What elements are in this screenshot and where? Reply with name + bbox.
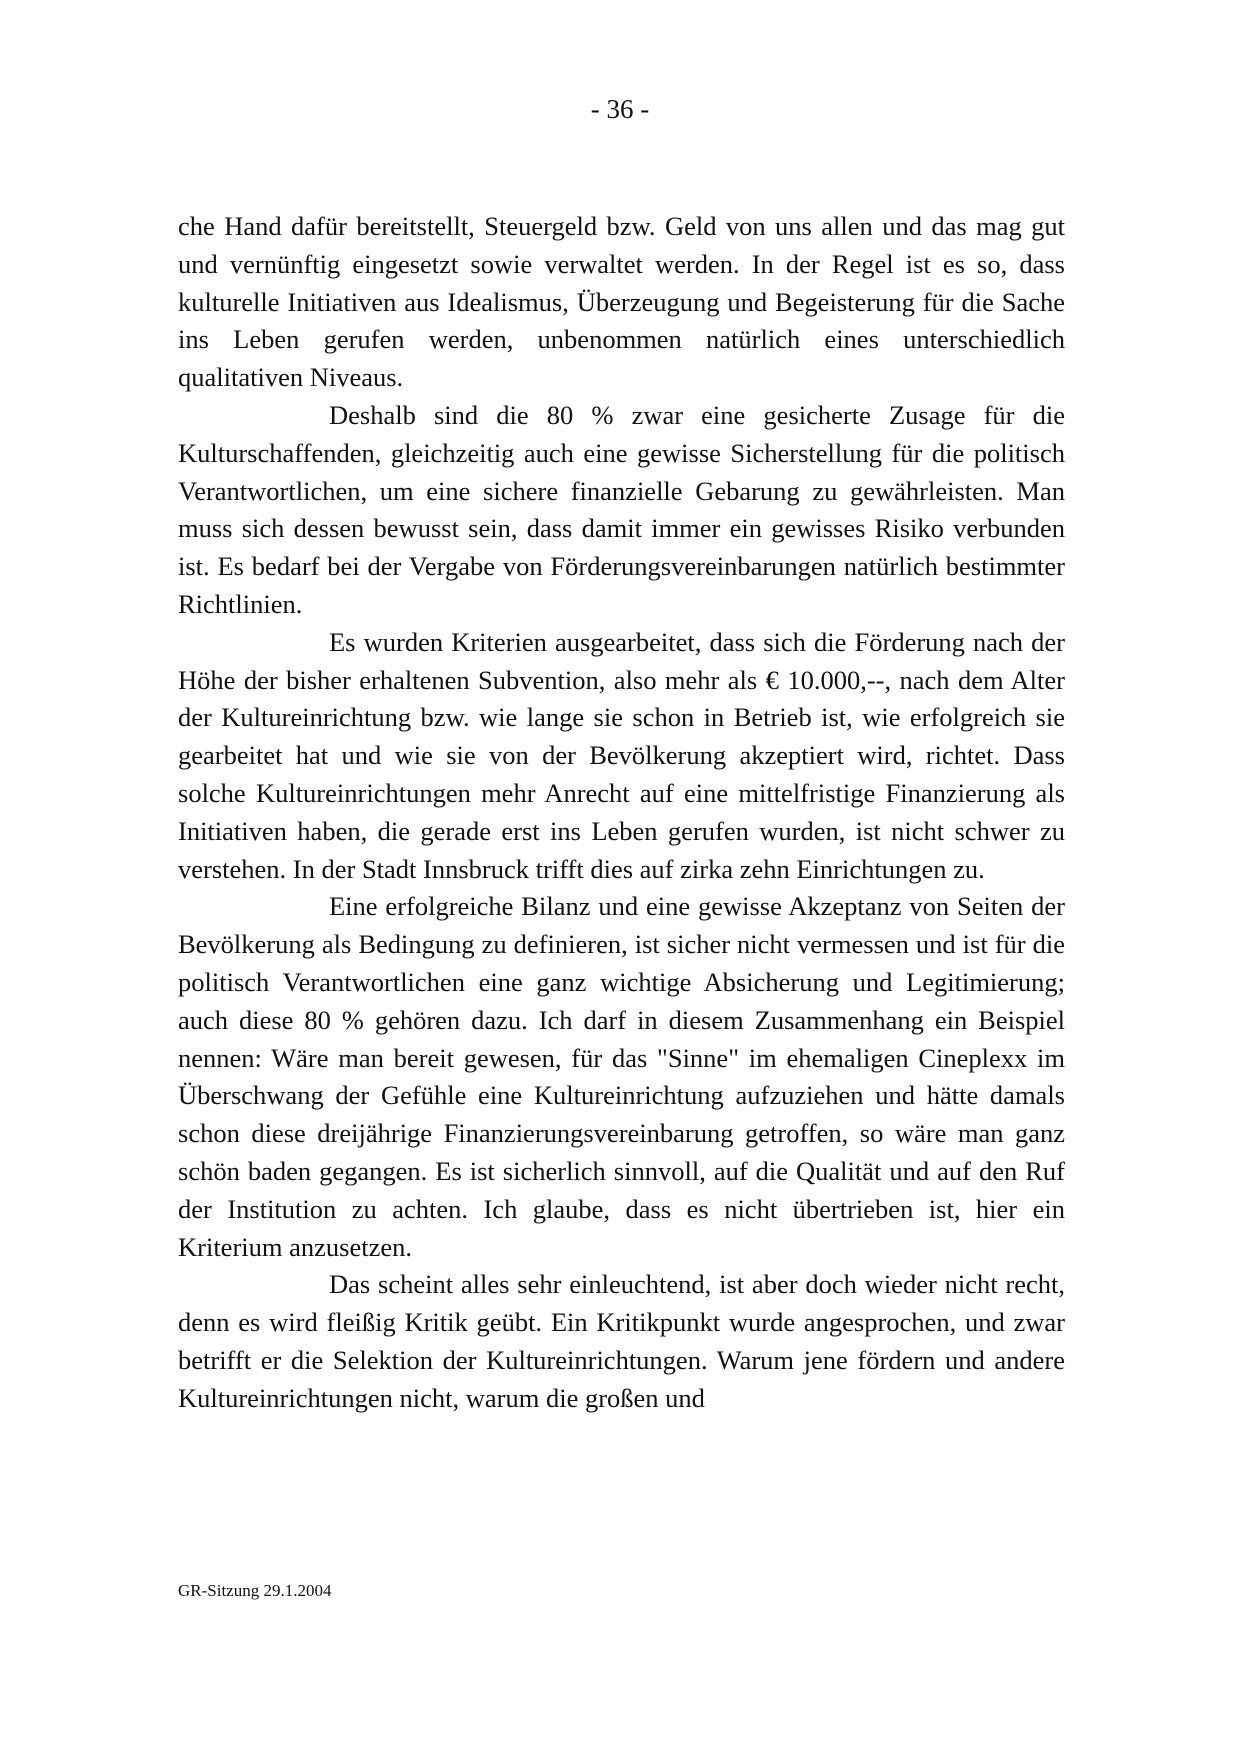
page-number: - 36 - (590, 94, 650, 124)
paragraph: che Hand dafür bereitstellt, Steuergeld bzw. Geld von uns allen und das mag gut und vernünftig eingesetzt sowie verwaltet werden. In der Regel ist es so, dass kulturelle Initiativen aus Idealismus, Überzeugung und Begeisterung für die Sache ins Leben gerufen werden, unbenommen natürlich eines unterschiedlich qualitativen Niveaus. (178, 211, 1065, 393)
body-text (178, 208, 1065, 1418)
footer-session-date: GR-Sitzung 29.1.2004 (178, 1581, 332, 1600)
paragraph: Deshalb sind die 80 % zwar eine gesicherte Zusage für die Kulturschaffenden, gleichzeitig auch eine gewisse Sicherstellung für die politisch Verantwortlichen, um eine sichere finanzielle Gebarung zu gewährleisten. Man muss sich dessen bewusst sein, dass damit immer ein gewisses Risiko verbunden ist. Es bedarf bei der Vergabe von Förderungsvereinbarungen natürlich bestimmter Richtlinien. (178, 399, 1065, 619)
paragraph: Es wurden Kriterien ausgearbeitet, dass sich die Förderung nach der Höhe der bisher erhaltenen Subvention, also mehr als € 10.000,--, nach dem Alter der Kultureinrichtung bzw. wie lange sie schon in Betrieb ist, wie erfolgreich sie gearbeitet hat und wie sie von der Bevölkerung akzeptiert wird, richtet. Dass solche Kultureinrichtungen mehr Anrecht auf eine mittelfristige Finanzierung als Initiativen haben, die gerade erst ins Leben gerufen wurden, ist nicht schwer zu verstehen. In der Stadt Innsbruck trifft dies auf zirka zehn Einrichtungen zu. (178, 626, 1065, 884)
paragraph: Das scheint alles sehr einleuchtend, ist aber doch wieder nicht recht, denn es wird fleißig Kritik geübt. Ein Kritikpunkt wurde angesprochen, und zwar betrifft er die Selektion der Kultureinrichtungen. Warum jene fördern und andere Kultureinrichtungen nicht, warum die großen und (178, 1269, 1065, 1413)
paragraph: Eine erfolgreiche Bilanz und eine gewisse Akzeptanz von Seiten der Bevölkerung als Bedingung zu definieren, ist sicher nicht vermessen und ist für die politisch Verantwortlichen eine ganz wichtige Absicherung und Legitimierung; auch diese 80 % gehören dazu. Ich darf in diesem Zusammenhang ein Beispiel nennen: Wäre man bereit gewesen, für das "Sinne" im ehemaligen Cineplexx im Überschwang der Gefühle eine Kultureinrichtung aufzuziehen und hätte damals schon diese dreijährige Finanzierungsvereinbarung getroffen, so wäre man ganz schön baden gegangen. Es ist sicherlich sinnvoll, auf die Qualität und auf den Ruf der Institution zu achten. Ich glaube, dass es nicht übertrieben ist, hier ein Kriterium anzusetzen. (178, 891, 1065, 1262)
